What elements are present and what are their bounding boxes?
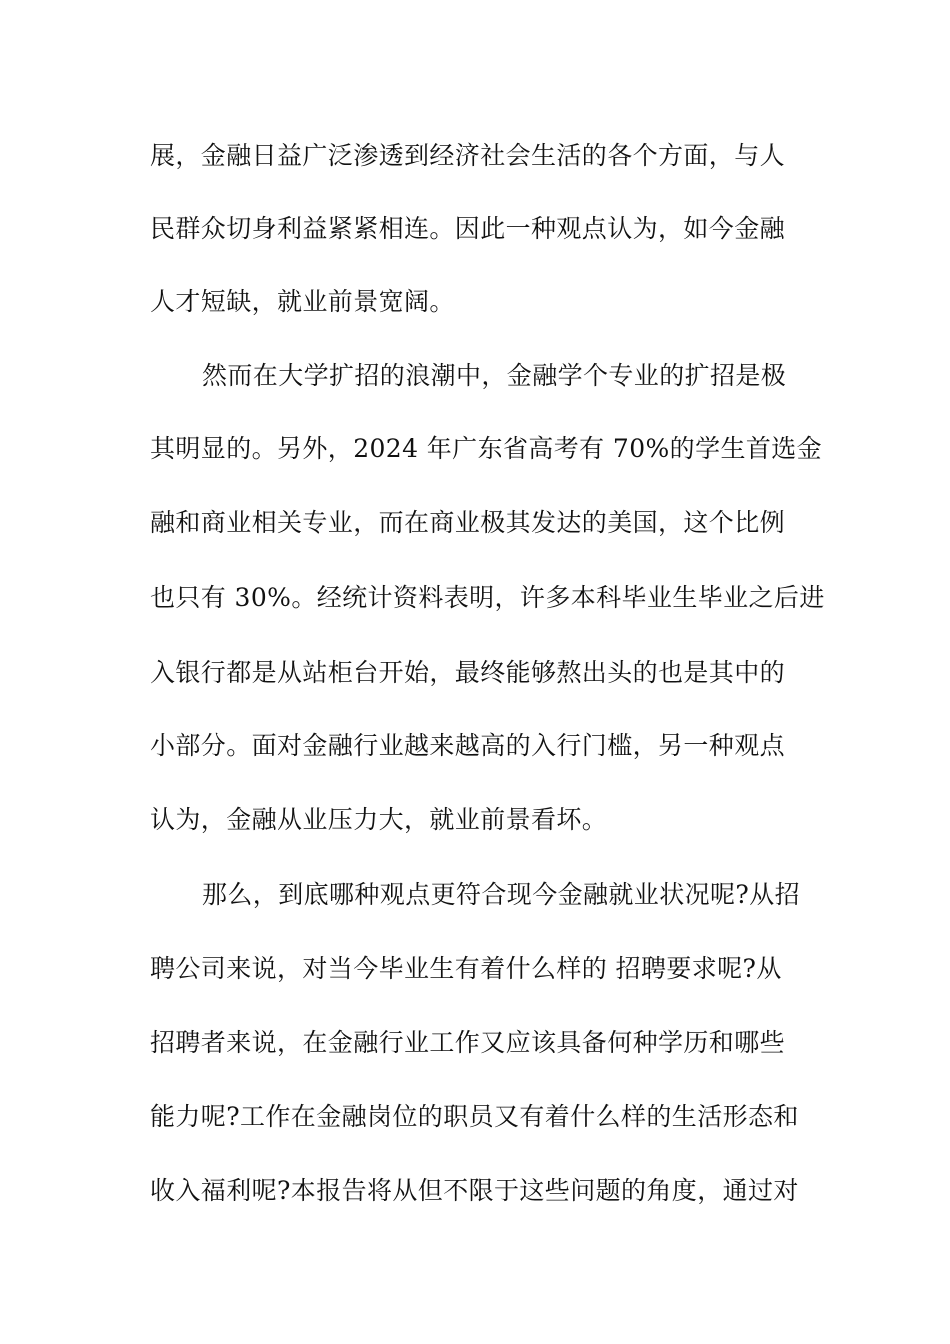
text-line: 其明显的。另外，2024 年广东省高考有 70%的学生首选金 [150,434,823,463]
text-line: 展，金融日益广泛渗透到经济社会生活的各个方面，与人 [150,141,786,170]
text-line: 聘公司来说，对当今毕业生有着什么样的 招聘要求呢?从 [150,954,782,983]
text-line: 小部分。面对金融行业越来越高的入行门槛，另一种观点 [150,731,786,760]
text-line: 能力呢?工作在金融岗位的职员又有着什么样的生活形态和 [150,1102,799,1131]
text-line: 然而在大学扩招的浪潮中，金融学个专业的扩招是极 [202,361,787,390]
text-line: 入银行都是从站柜台开始，最终能够熬出头的也是其中的 [150,658,786,687]
text-line: 也只有 30%。经统计资料表明，许多本科毕业生毕业之后进 [150,583,825,612]
text-line: 那么，到底哪种观点更符合现今金融就业状况呢?从招 [202,880,801,909]
text-line: 收入福利呢?本报告将从但不限于这些问题的角度，通过对 [150,1176,799,1205]
text-line: 认为，金融从业压力大，就业前景看坏。 [150,805,608,834]
text-line: 民群众切身利益紧紧相连。因此一种观点认为，如今金融 [150,214,786,243]
text-line: 招聘者来说，在金融行业工作又应该具备何种学历和哪些 [150,1028,786,1057]
text-line: 融和商业相关专业，而在商业极其发达的美国，这个比例 [150,508,786,537]
text-line: 人才短缺，就业前景宽阔。 [150,287,455,316]
